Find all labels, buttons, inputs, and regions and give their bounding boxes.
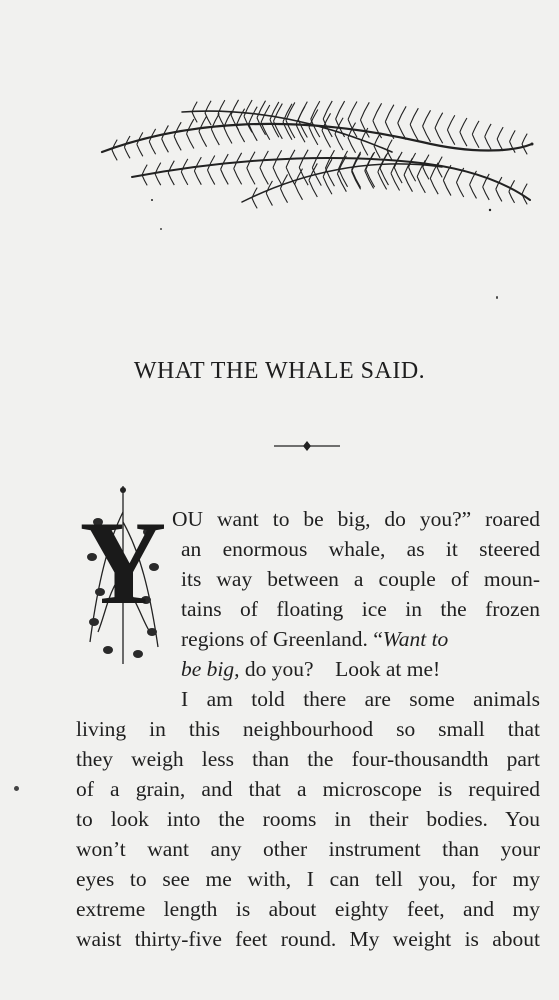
- fern-leaflet: [387, 140, 392, 150]
- fern-leaflet: [410, 124, 418, 140]
- fern-leaflet: [311, 101, 320, 119]
- fern-leaflet: [208, 170, 215, 185]
- fern-leaflet: [435, 128, 443, 143]
- fern-leaflet: [249, 124, 258, 141]
- fern-leaflet: [149, 142, 155, 155]
- fern-leaflet: [162, 139, 169, 152]
- text-segment: regions of Greenland. “: [181, 627, 383, 651]
- fern-leaflet: [460, 132, 467, 146]
- fern-leaflet: [485, 124, 491, 137]
- fern-leaflet: [496, 189, 502, 201]
- fern-leaflet: [224, 127, 232, 143]
- text-line: OU want to be big, do you?” roared: [172, 507, 540, 531]
- fern-leaflet: [460, 118, 467, 132]
- fern-leaflet: [339, 151, 348, 169]
- fern-leaflet: [443, 180, 451, 195]
- fern-leaflet: [295, 169, 303, 185]
- fern-leaflet: [510, 130, 516, 141]
- fern-leaflet: [352, 170, 361, 188]
- fern-leaflet: [309, 127, 318, 145]
- fern-leaflet: [199, 116, 207, 131]
- text-line: tains of floating ice in the frozen: [181, 597, 540, 621]
- fern-leaflet: [174, 122, 181, 136]
- fern-ornament-icon: [92, 82, 540, 222]
- fern-leaflet: [247, 168, 255, 184]
- fern-leaflet: [260, 168, 268, 185]
- text-segment: do you? Look at me!: [239, 657, 441, 681]
- fern-leaflet: [373, 121, 382, 138]
- fern-leaflet: [199, 131, 207, 146]
- fern-leaflet: [404, 175, 412, 192]
- fern-leaflet: [423, 110, 431, 126]
- fern-leaflet: [522, 134, 527, 144]
- fern-leaflet: [352, 171, 361, 189]
- fern-leaflet: [295, 184, 303, 200]
- fern-leaflet: [509, 192, 515, 203]
- fern-leaflet: [365, 171, 374, 189]
- text-line: its way between a couple of moun-: [181, 567, 540, 591]
- fern-leaflet: [286, 120, 295, 138]
- fern-leaflet: [447, 130, 454, 145]
- italic-segment: be big,: [181, 657, 240, 681]
- rule-ornament-icon: [272, 438, 342, 454]
- fern-leaflet: [366, 170, 375, 188]
- fern-leaflet: [174, 136, 181, 150]
- fern-leaflet: [430, 178, 438, 194]
- fern-leaflet: [398, 106, 406, 123]
- fern-leaflet: [423, 126, 431, 142]
- fern-leaflet: [360, 102, 369, 120]
- fern-leaflet: [124, 136, 130, 147]
- text-line: eyes to see me with, I can tell you, for my: [76, 867, 540, 891]
- blossom: [103, 646, 113, 654]
- fern-leaflet: [385, 105, 394, 122]
- fern-leaflet: [510, 142, 516, 153]
- fern-leaflet: [211, 129, 219, 145]
- fern-leaflet: [234, 153, 242, 169]
- fern-leaflet: [168, 173, 174, 185]
- fern-leaflet: [522, 184, 527, 194]
- fern-leaflet: [194, 157, 201, 171]
- fern-leaflet: [483, 187, 490, 200]
- text-line: to look into the rooms in their bodies. You: [76, 807, 540, 831]
- fern-leaflet: [470, 185, 477, 199]
- print-speck: [14, 786, 19, 791]
- fern-leaflet: [194, 171, 201, 185]
- fern-leaflet: [336, 101, 345, 119]
- fern-leaflet: [221, 169, 229, 184]
- fern-leaflet: [236, 109, 244, 126]
- text-line: an enormous whale, as it steered: [181, 537, 540, 561]
- blossom: [133, 650, 143, 658]
- fern-leaflet: [261, 105, 270, 122]
- fern-leaflet: [205, 113, 211, 125]
- fern-leaflet: [280, 174, 287, 188]
- fern-leaflet: [273, 167, 282, 184]
- fern-leaflet: [124, 147, 130, 158]
- fern-leaflet: [456, 182, 463, 197]
- fern-leaflet: [435, 113, 443, 128]
- fern-leaflet: [221, 154, 229, 169]
- fern-leaflet: [249, 107, 258, 124]
- fern-leaflet: [234, 169, 242, 185]
- fern-leaflet: [208, 156, 215, 171]
- fern-leaflet: [394, 168, 402, 184]
- fern-leaflet: [181, 172, 188, 185]
- fern-leaflet: [112, 150, 117, 160]
- fern-leaflet: [472, 134, 479, 147]
- text-line: of a grain, and that a microscope is required: [76, 777, 540, 801]
- fern-leaflet: [374, 134, 380, 146]
- fern-leaflet: [192, 102, 197, 112]
- fern-leaflet: [373, 103, 382, 120]
- chapter-title: WHAT THE WHALE SAID.: [133, 358, 426, 384]
- fern-leaflet: [296, 124, 305, 142]
- fern-leaflet: [409, 167, 416, 181]
- fern-leaflet: [380, 168, 388, 185]
- fern-leaflet: [437, 167, 442, 177]
- fern-leaflet: [187, 119, 194, 134]
- text-line: won’t want any other instrument than your: [76, 837, 540, 861]
- fern-leaflet: [361, 142, 368, 156]
- fern-leaflet: [162, 125, 169, 138]
- fern-leaflet: [181, 159, 188, 172]
- fern-leaflet: [348, 102, 357, 120]
- fern-leaflet: [447, 115, 454, 130]
- text-line: [181, 654, 540, 684]
- italic-segment: Want to: [382, 627, 449, 651]
- fern-leaflet: [352, 153, 361, 171]
- fern-leaflet: [374, 146, 380, 158]
- text-line: they weigh less than the four-thousandth part: [76, 747, 540, 771]
- fern-leaflet: [280, 189, 287, 203]
- fern-leaflet: [155, 174, 161, 185]
- fern-leaflet: [339, 169, 348, 187]
- fern-leaflet: [142, 175, 147, 185]
- text-line: extreme length is about eighty feet, and my: [76, 897, 540, 921]
- text-line: I am told there are some animals: [181, 687, 540, 711]
- text-line: waist thirty-five feet round. My weight is about: [76, 927, 540, 951]
- fern-leaflet: [472, 121, 479, 134]
- fern-leaflet: [266, 193, 272, 205]
- fern-leaflet: [497, 127, 503, 139]
- fern-leaflet: [335, 134, 343, 150]
- fern-leaflet: [485, 137, 491, 150]
- drop-cap-letter: Y: [79, 496, 167, 629]
- fern-leaflet: [417, 177, 425, 193]
- fern-leaflet: [348, 138, 356, 153]
- fern-leaflet: [323, 101, 332, 119]
- text-line: living in this neighbourhood so small that: [76, 717, 540, 741]
- fern-leaflet: [325, 150, 334, 168]
- fern-leaflet: [322, 130, 331, 147]
- fern-leaflet: [137, 144, 143, 156]
- fern-leaflet: [410, 108, 418, 124]
- text-line: [181, 624, 540, 654]
- fern-leaflet: [187, 134, 194, 149]
- fern-leaflet: [423, 167, 429, 179]
- fern-leaflet: [309, 180, 317, 197]
- fern-leaflet: [252, 198, 257, 208]
- print-speck: [496, 296, 498, 299]
- fern-leaflet: [257, 118, 266, 135]
- print-speck: [160, 228, 162, 230]
